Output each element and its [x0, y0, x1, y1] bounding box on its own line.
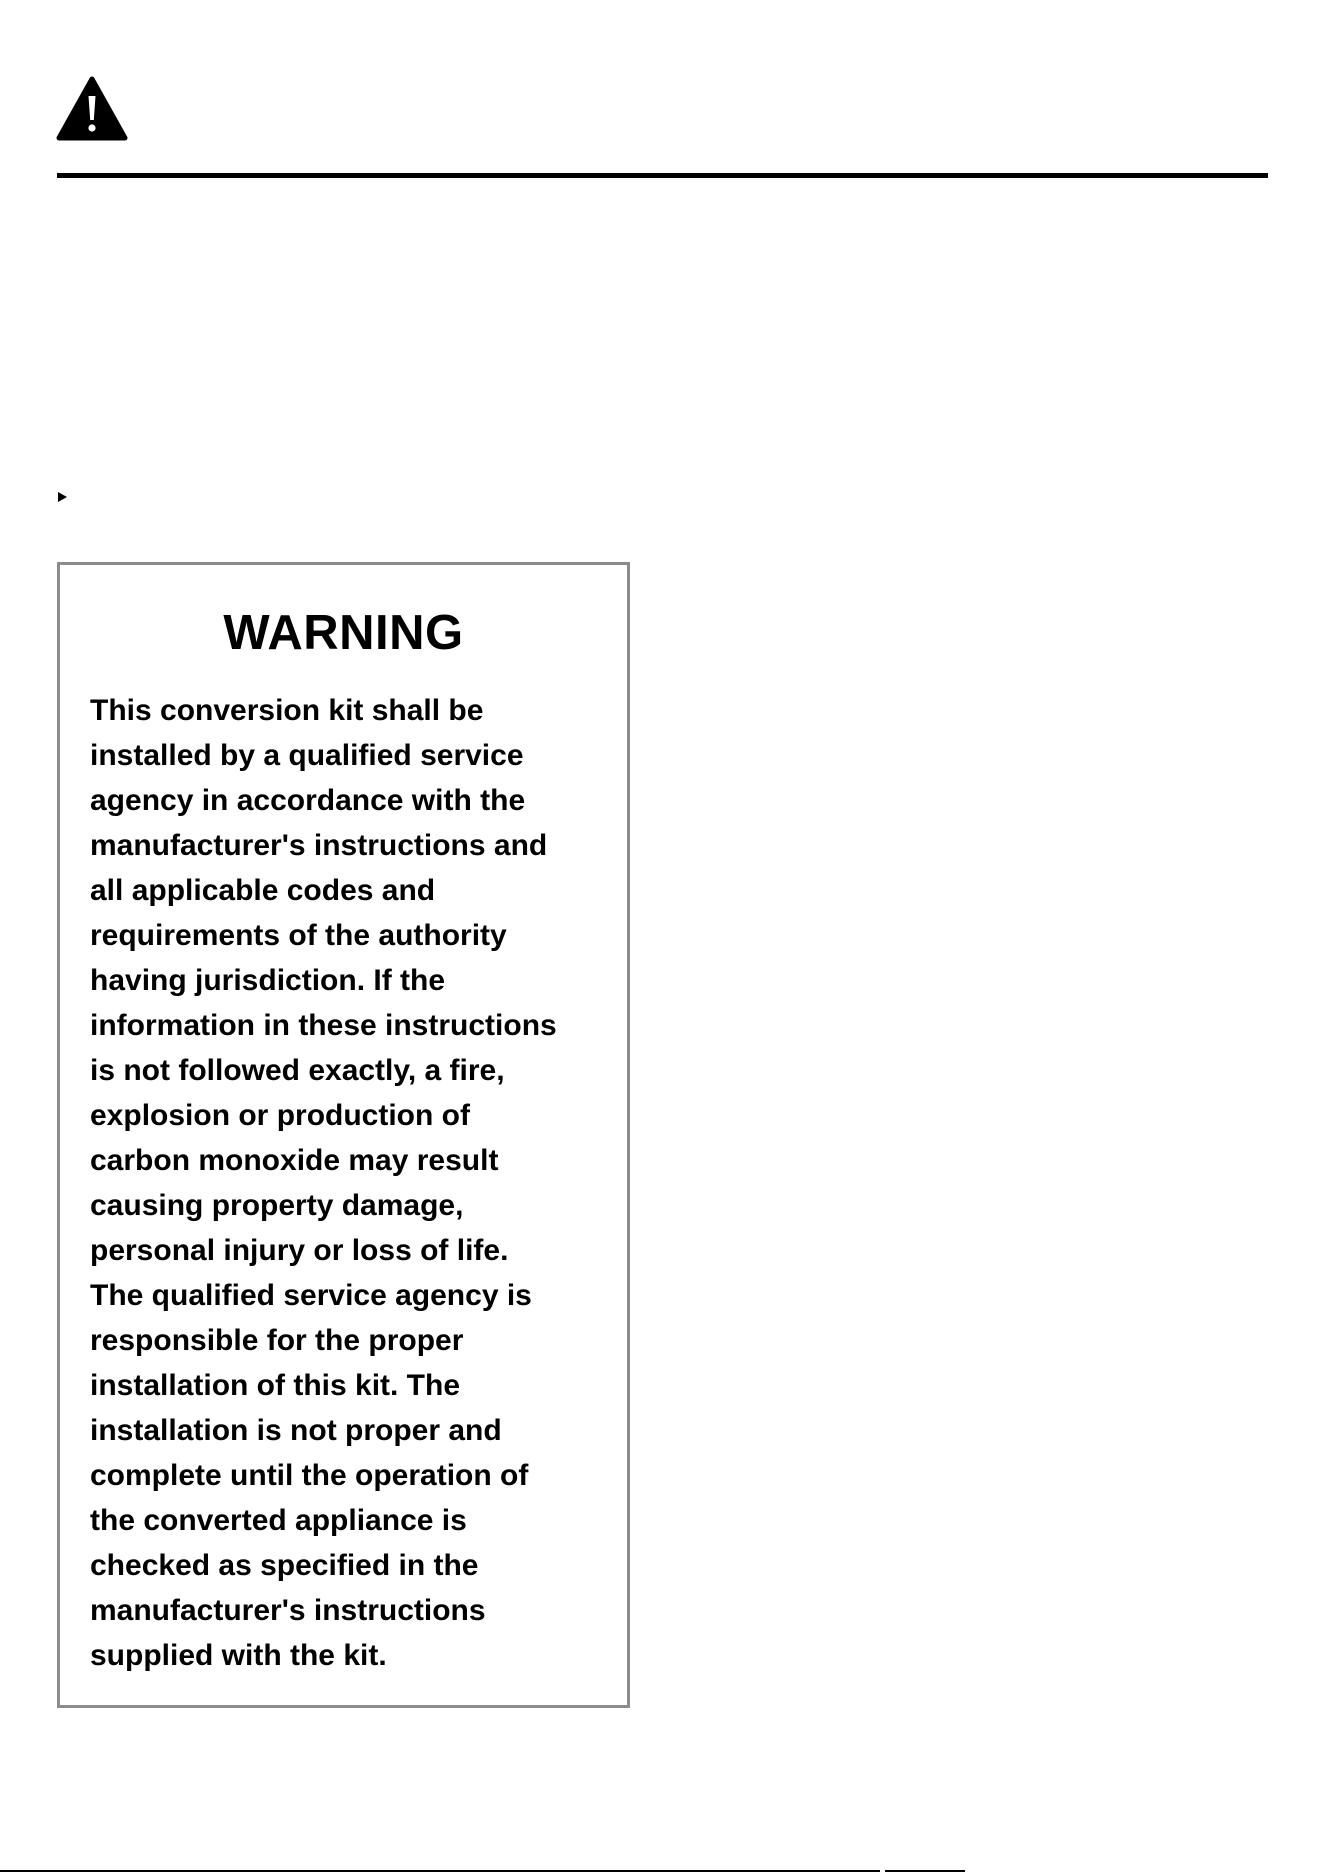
warning-line: all applicable codes and	[90, 874, 436, 907]
warning-line: having jurisdiction. If the	[90, 964, 446, 997]
warning-line: installed by a qualified service	[90, 739, 524, 772]
warning-line: explosion or production of	[90, 1099, 470, 1132]
warning-line: information in these instructions	[90, 1009, 557, 1042]
warning-line: causing property damage,	[90, 1189, 464, 1222]
warning-line: installation of this kit. The	[90, 1369, 461, 1402]
warning-title: WARNING	[223, 606, 464, 660]
warning-line: checked as specified in the	[90, 1549, 479, 1582]
warning-line: carbon monoxide may result	[90, 1144, 499, 1177]
warning-triangle-icon	[56, 76, 128, 142]
warning-line: requirements of the authority	[90, 919, 507, 952]
warning-line: is not followed exactly, a fire,	[90, 1054, 505, 1087]
warning-line: complete until the operation of	[90, 1459, 529, 1492]
header-divider	[57, 173, 1268, 178]
warning-line: installation is not proper and	[90, 1414, 502, 1447]
warning-line: This conversion kit shall be	[90, 694, 484, 727]
warning-line: manufacturer's instructions and	[90, 829, 548, 862]
warning-line: agency in accordance with the	[90, 784, 526, 817]
warning-line: manufacturer's instructions	[90, 1594, 486, 1627]
triangle-bullet-icon	[58, 492, 67, 502]
warning-box	[57, 562, 630, 1708]
warning-line: personal injury or loss of life.	[90, 1234, 509, 1267]
warning-line: supplied with the kit.	[90, 1639, 387, 1672]
warning-line: the converted appliance is	[90, 1504, 467, 1537]
warning-body	[90, 688, 615, 1678]
warning-line: responsible for the proper	[90, 1324, 464, 1357]
warning-line: The qualified service agency is	[90, 1279, 532, 1312]
